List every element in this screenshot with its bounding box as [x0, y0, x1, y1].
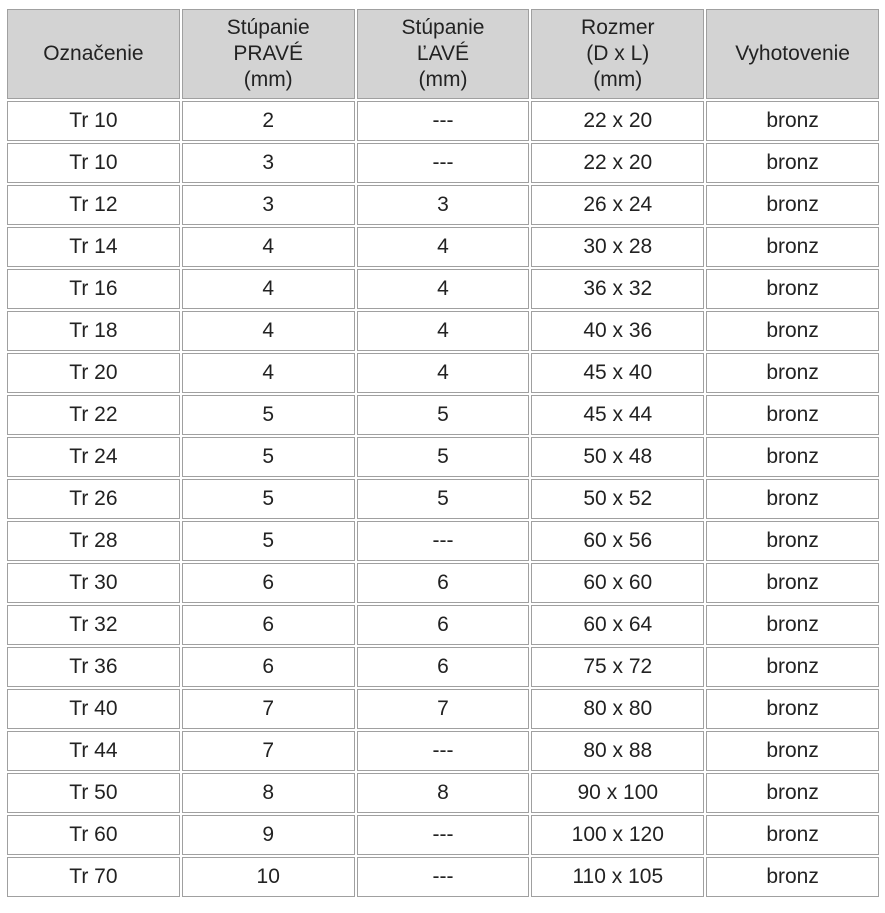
cell-designation: Tr 24: [7, 437, 180, 477]
cell-designation: Tr 36: [7, 647, 180, 687]
column-header-material: [706, 9, 879, 99]
cell-dimensions: 80 x 88: [531, 731, 704, 771]
table-row: [7, 815, 879, 855]
cell-pitch-left: 4: [357, 227, 530, 267]
cell-designation: Tr 10: [7, 143, 180, 183]
cell-dimensions: 22 x 20: [531, 101, 704, 141]
cell-dimensions: 100 x 120: [531, 815, 704, 855]
cell-pitch-right: 4: [182, 311, 355, 351]
cell-pitch-left: 8: [357, 773, 530, 813]
table-row: [7, 311, 879, 351]
cell-pitch-left: ---: [357, 857, 530, 897]
column-header-line: (mm): [593, 68, 643, 91]
column-header-line: (mm): [418, 68, 468, 91]
cell-pitch-left: 5: [357, 395, 530, 435]
cell-material: bronz: [706, 185, 879, 225]
table-row: [7, 227, 879, 267]
table-row: [7, 101, 879, 141]
cell-material: bronz: [706, 143, 879, 183]
table-row: [7, 353, 879, 393]
cell-pitch-left: 3: [357, 185, 530, 225]
column-header-designation: [7, 9, 180, 99]
cell-material: bronz: [706, 437, 879, 477]
cell-pitch-left: 6: [357, 647, 530, 687]
cell-pitch-right: 7: [182, 689, 355, 729]
table-row: [7, 185, 879, 225]
cell-pitch-left: 7: [357, 689, 530, 729]
cell-designation: Tr 26: [7, 479, 180, 519]
table-row: [7, 395, 879, 435]
table-row: [7, 605, 879, 645]
cell-designation: Tr 18: [7, 311, 180, 351]
cell-dimensions: 22 x 20: [531, 143, 704, 183]
cell-material: bronz: [706, 269, 879, 309]
table-row: [7, 563, 879, 603]
cell-dimensions: 40 x 36: [531, 311, 704, 351]
column-header-pitch-right: [182, 9, 355, 99]
cell-designation: Tr 50: [7, 773, 180, 813]
cell-pitch-left: ---: [357, 731, 530, 771]
cell-dimensions: 60 x 56: [531, 521, 704, 561]
table-row: [7, 437, 879, 477]
cell-dimensions: 50 x 48: [531, 437, 704, 477]
table-row: [7, 143, 879, 183]
cell-dimensions: 60 x 64: [531, 605, 704, 645]
table-row: [7, 479, 879, 519]
cell-designation: Tr 10: [7, 101, 180, 141]
cell-material: bronz: [706, 605, 879, 645]
cell-pitch-right: 4: [182, 353, 355, 393]
cell-pitch-left: ---: [357, 815, 530, 855]
table-row: [7, 857, 879, 897]
cell-designation: Tr 40: [7, 689, 180, 729]
cell-designation: Tr 12: [7, 185, 180, 225]
cell-designation: Tr 60: [7, 815, 180, 855]
cell-pitch-right: 3: [182, 143, 355, 183]
cell-pitch-left: ---: [357, 101, 530, 141]
cell-pitch-right: 4: [182, 269, 355, 309]
cell-dimensions: 60 x 60: [531, 563, 704, 603]
cell-dimensions: 26 x 24: [531, 185, 704, 225]
cell-pitch-left: 6: [357, 563, 530, 603]
cell-pitch-left: ---: [357, 143, 530, 183]
cell-dimensions: 80 x 80: [531, 689, 704, 729]
cell-designation: Tr 22: [7, 395, 180, 435]
cell-pitch-right: 7: [182, 731, 355, 771]
specification-table: [5, 7, 881, 899]
cell-designation: Tr 32: [7, 605, 180, 645]
cell-designation: Tr 14: [7, 227, 180, 267]
column-header-line: (D x L): [586, 42, 650, 65]
cell-material: bronz: [706, 647, 879, 687]
cell-material: bronz: [706, 227, 879, 267]
column-header-line: ĽAVÉ: [416, 42, 470, 65]
cell-pitch-right: 4: [182, 227, 355, 267]
column-header-pitch-left: [357, 9, 530, 99]
cell-material: bronz: [706, 563, 879, 603]
cell-designation: Tr 70: [7, 857, 180, 897]
cell-material: bronz: [706, 311, 879, 351]
cell-material: bronz: [706, 353, 879, 393]
cell-designation: Tr 16: [7, 269, 180, 309]
cell-pitch-right: 5: [182, 479, 355, 519]
cell-pitch-right: 5: [182, 437, 355, 477]
column-header-dimensions: [531, 9, 704, 99]
cell-dimensions: 36 x 32: [531, 269, 704, 309]
cell-material: bronz: [706, 731, 879, 771]
cell-pitch-right: 10: [182, 857, 355, 897]
cell-pitch-left: 4: [357, 311, 530, 351]
cell-dimensions: 50 x 52: [531, 479, 704, 519]
cell-pitch-right: 5: [182, 521, 355, 561]
column-header-line: Vyhotovenie: [735, 42, 850, 65]
cell-pitch-left: ---: [357, 521, 530, 561]
cell-material: bronz: [706, 479, 879, 519]
cell-material: bronz: [706, 815, 879, 855]
cell-pitch-right: 5: [182, 395, 355, 435]
table-row: [7, 521, 879, 561]
cell-pitch-right: 2: [182, 101, 355, 141]
cell-material: bronz: [706, 773, 879, 813]
table-row: [7, 773, 879, 813]
column-header-line: Stúpanie: [401, 16, 485, 39]
table-row: [7, 647, 879, 687]
cell-pitch-left: 5: [357, 479, 530, 519]
cell-dimensions: 45 x 44: [531, 395, 704, 435]
cell-designation: Tr 20: [7, 353, 180, 393]
cell-pitch-right: 6: [182, 563, 355, 603]
cell-material: bronz: [706, 521, 879, 561]
cell-pitch-right: 8: [182, 773, 355, 813]
table-row: [7, 269, 879, 309]
table-row: [7, 689, 879, 729]
cell-material: bronz: [706, 395, 879, 435]
table-row: [7, 731, 879, 771]
cell-designation: Tr 30: [7, 563, 180, 603]
table-header-row: [7, 9, 879, 99]
cell-pitch-right: 6: [182, 605, 355, 645]
cell-dimensions: 75 x 72: [531, 647, 704, 687]
table-body: [7, 101, 879, 897]
cell-pitch-right: 6: [182, 647, 355, 687]
cell-material: bronz: [706, 857, 879, 897]
cell-dimensions: 45 x 40: [531, 353, 704, 393]
cell-pitch-left: 4: [357, 353, 530, 393]
cell-dimensions: 90 x 100: [531, 773, 704, 813]
cell-pitch-right: 3: [182, 185, 355, 225]
cell-pitch-right: 9: [182, 815, 355, 855]
cell-designation: Tr 28: [7, 521, 180, 561]
column-header-line: Stúpanie: [226, 16, 310, 39]
cell-dimensions: 30 x 28: [531, 227, 704, 267]
cell-pitch-left: 5: [357, 437, 530, 477]
column-header-line: Označenie: [43, 42, 144, 65]
column-header-line: PRAVÉ: [233, 42, 304, 65]
column-header-line: Rozmer: [581, 16, 655, 39]
column-header-line: (mm): [243, 68, 293, 91]
cell-material: bronz: [706, 101, 879, 141]
cell-material: bronz: [706, 689, 879, 729]
cell-designation: Tr 44: [7, 731, 180, 771]
cell-pitch-left: 4: [357, 269, 530, 309]
cell-dimensions: 110 x 105: [531, 857, 704, 897]
cell-pitch-left: 6: [357, 605, 530, 645]
